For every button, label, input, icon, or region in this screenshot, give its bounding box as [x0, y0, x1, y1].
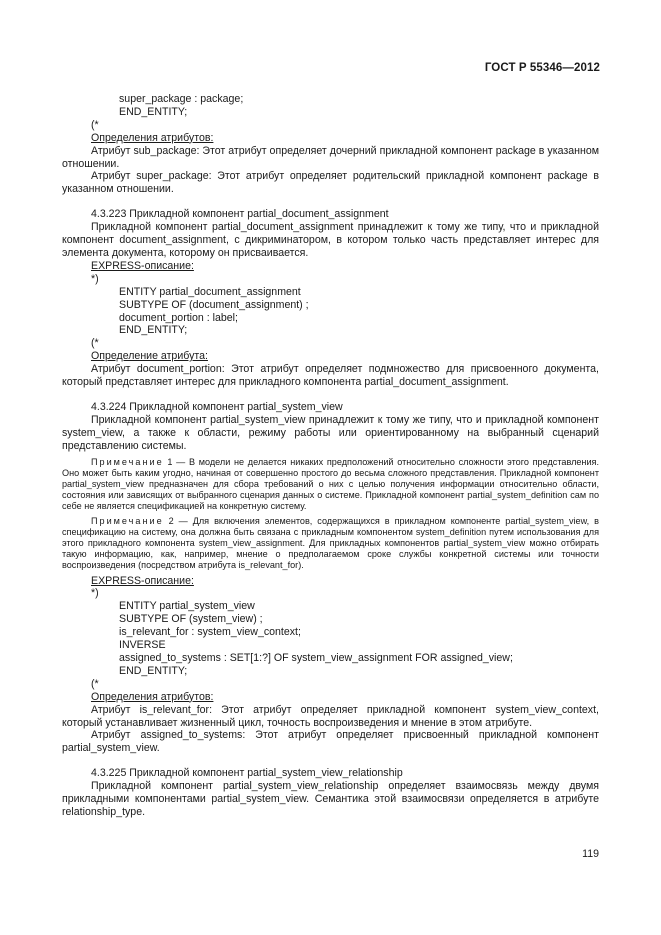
code-line: is_relevant_for : system_view_context; [119, 626, 301, 639]
note-text: 2 — Для включения элементов, содержащихся в прикладном компоненте partial_system_view, в спецификацию на систему, она должна быть связана с прикладным компонентом system_definition путем использования для этого прикладного компонента system_view_assignment. Для прикладных компонентов partial_system_view можно отбирать такую информацию, как, например, мнение о предполагаемом сроке службы конкретной системы или точности воспроизведения (посредством атрибута is_relevant_for). [62, 515, 599, 570]
section-body: Прикладной компонент partial_document_assignment принадлежит к тому же типу, что и прикладной компонент document_assignment, с дикриминатором, в котором только часть представляет интерес для элемента документа, которому он присваивается. [62, 221, 599, 259]
code-line: INVERSE [119, 639, 166, 652]
section-body: Прикладной компонент partial_system_view_relationship определяет взаимосвязь между двумя прикладными компонентами partial_system_view. Семантика этой взаимосвязи определяется в атрибуте relationship_type. [62, 780, 599, 818]
comment-close: *) [91, 272, 99, 285]
code-line: ENTITY partial_document_assignment [119, 285, 301, 298]
attribute-definition-heading: Определение атрибута: [91, 350, 208, 363]
section-heading-4-3-224: 4.3.224 Прикладной компонент partial_system_view [91, 400, 343, 413]
code-line: assigned_to_systems : SET[1:?] OF system_view_assignment FOR assigned_view; [119, 652, 513, 664]
code-line: END_ENTITY; [119, 664, 188, 677]
comment-close: *) [91, 587, 99, 600]
note-2 [62, 516, 599, 571]
attribute-definitions-heading: Определения атрибутов: [91, 690, 214, 703]
page-content [62, 93, 599, 819]
code-line: END_ENTITY; [119, 324, 188, 337]
comment-open: (* [91, 337, 99, 350]
code-line: super_package : package; [119, 93, 244, 105]
section-body: Прикладной компонент partial_system_view принадлежит к тому же типу, что и прикладной компонент system_view, а также к области, режиму работы или ориентированному на выбранный сценарий представлению системы. [62, 413, 599, 452]
express-label: EXPRESS-описание: [91, 574, 194, 587]
comment-open: (* [91, 118, 99, 131]
note-label: Примечание [91, 456, 164, 467]
section-heading-4-3-223: 4.3.223 Прикладной компонент partial_document_assignment [91, 208, 389, 221]
code-line: END_ENTITY; [119, 105, 188, 118]
code-line: ENTITY partial_system_view [119, 600, 255, 613]
code-line: SUBTYPE OF (system_view) ; [119, 613, 263, 626]
code-line: SUBTYPE OF (document_assignment) ; [119, 298, 309, 311]
note-text: 1 — В модели не делается никаких предположений относительно сложности этого представления. Оно может быть каким угодно, начиная от совершенно простого до весьма сложного представления. Прикладной компонент partial_system_view предназначен для сбора требований о них с целью получения информации относительно области, состояния или зависящих от выбранного сценария данных о системе. Прикладной компонент partial_system_definition сам по себе не является спецификацией на конкретную систему. [62, 456, 599, 511]
attribute-definition: Атрибут document_portion: Этот атрибут определяет подмножество для присвоенного документа, который представляет интерес для прикладного компонента partial_document_assignment. [62, 363, 599, 389]
code-line: document_portion : label; [119, 311, 238, 324]
attribute-definition: Атрибут sub_package: Этот атрибут определяет дочерний прикладной компонент package в указанном отношении. [62, 144, 599, 170]
page-number: 119 [582, 848, 599, 860]
attribute-definitions-heading: Определения атрибутов: [91, 131, 214, 144]
attribute-definition: Атрибут is_relevant_for: Этот атрибут определяет прикладной компонент system_view_context, который устанавливает жизненный цикл, точность воспроизведения и мнение в этом атрибуте. [62, 703, 599, 729]
attribute-definition: Атрибут super_package: Этот атрибут определяет родительский прикладной компонент package в указанном отношении. [62, 170, 599, 196]
note-label: Примечание [91, 515, 164, 526]
comment-open: (* [91, 677, 99, 690]
document-header: ГОСТ Р 55346—2012 [484, 62, 600, 74]
note-1 [62, 457, 599, 512]
express-label: EXPRESS-описание: [91, 259, 194, 272]
section-heading-4-3-225: 4.3.225 Прикладной компонент partial_system_view_relationship [91, 767, 403, 780]
attribute-definition: Атрибут assigned_to_systems: Этот атрибут определяет присвоенный прикладной компонент partial_system_view. [62, 729, 599, 755]
